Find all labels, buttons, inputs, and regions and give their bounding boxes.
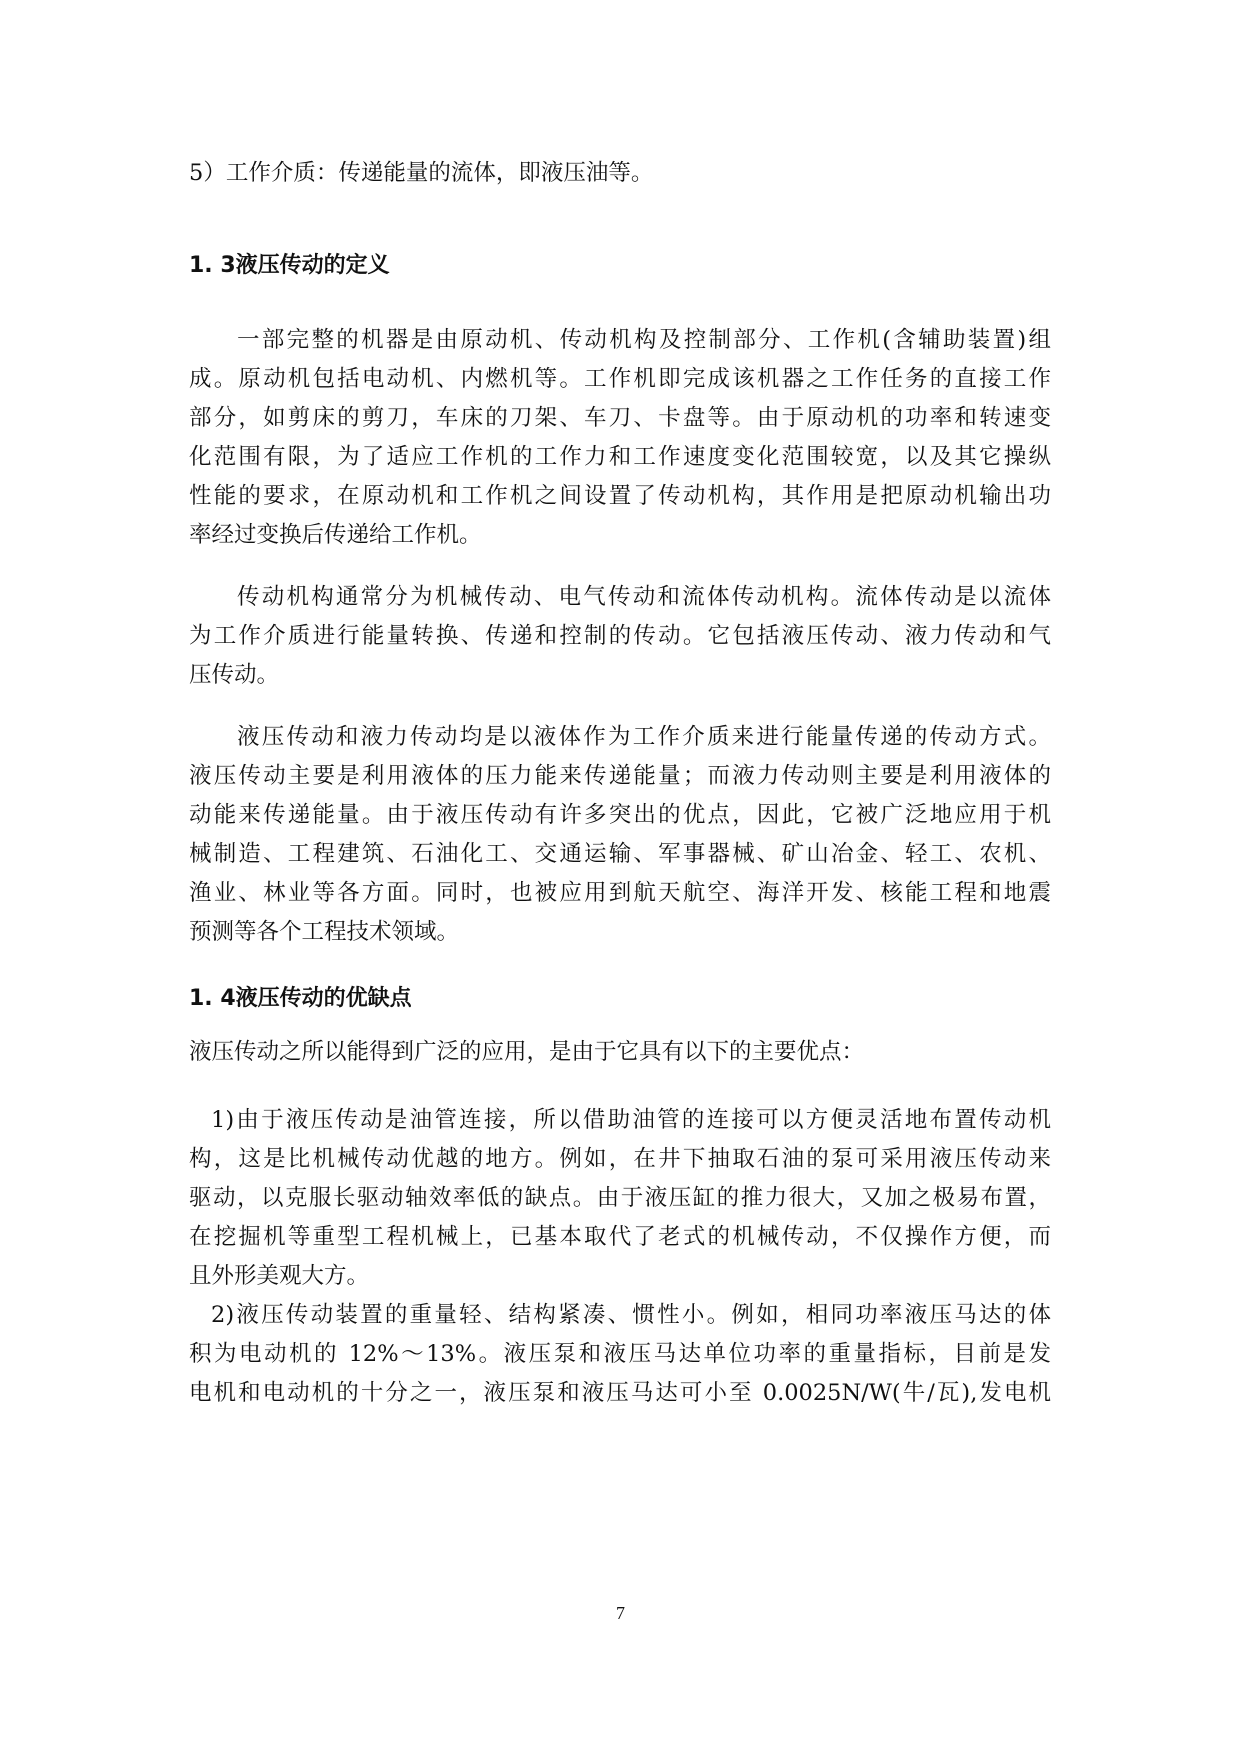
section-heading-1-3: 1. 3液压传动的定义 <box>189 253 390 278</box>
paragraph-line: 成。原动机包括电动机、内燃机等。工作机即完成该机器之工作任务的直接工作 <box>189 366 1051 392</box>
paragraph-line: 为工作介质进行能量转换、传递和控制的传动。它包括液压传动、液力传动和气 <box>189 623 1051 649</box>
paragraph-line: 渔业、林业等各方面。同时，也被应用到航天航空、海洋开发、核能工程和地震 <box>189 880 1051 906</box>
paragraph-line: 化范围有限，为了适应工作机的工作力和工作速度变化范围较宽，以及其它操纵 <box>189 444 1051 470</box>
advantage-1-line: 且外形美观大方。 <box>189 1263 370 1289</box>
paragraph-line: 动能来传递能量。由于液压传动有许多突出的优点，因此，它被广泛地应用于机 <box>189 802 1051 828</box>
advantage-2-line: 2)液压传动装置的重量轻、结构紧凑、惯性小。例如，相同功率液压马达的体 <box>211 1302 1051 1328</box>
page-number: 7 <box>616 1603 625 1623</box>
paragraph-line: 液压传动和液力传动均是以液体作为工作介质来进行能量传递的传动方式。 <box>237 724 1051 750</box>
advantage-2-line: 电机和电动机的十分之一，液压泵和液压马达可小至 0.0025N/W(牛/瓦),发电机 <box>189 1380 1051 1406</box>
paragraph-line: 传动机构通常分为机械传动、电气传动和流体传动机构。流体传动是以流体 <box>237 584 1051 610</box>
paragraph-line: 液压传动主要是利用液体的压力能来传递能量；而液力传动则主要是利用液体的 <box>189 763 1051 789</box>
advantage-1-line: 在挖掘机等重型工程机械上，已基本取代了老式的机械传动，不仅操作方便，而 <box>189 1224 1051 1250</box>
paragraph-line: 预测等各个工程技术领域。 <box>189 919 460 945</box>
advantage-1-line: 构，这是比机械传动优越的地方。例如，在井下抽取石油的泵可采用液压传动来 <box>189 1146 1051 1172</box>
work-medium-item: 5）工作介质：传递能量的流体，即液压油等。 <box>189 160 654 186</box>
section-heading-1-4: 1. 4液压传动的优缺点 <box>189 986 412 1011</box>
paragraph-line: 一部完整的机器是由原动机、传动机构及控制部分、工作机(含辅助装置)组 <box>237 327 1051 353</box>
paragraph-line: 压传动。 <box>189 662 280 688</box>
advantage-2-line: 积为电动机的 12%～13%。液压泵和液压马达单位功率的重量指标，目前是发 <box>189 1341 1051 1367</box>
paragraph-line: 械制造、工程建筑、石油化工、交通运输、军事器械、矿山冶金、轻工、农机、 <box>189 841 1051 867</box>
advantage-1-line: 1)由于液压传动是油管连接，所以借助油管的连接可以方便灵活地布置传动机 <box>211 1107 1051 1133</box>
paragraph-line: 率经过变换后传递给工作机。 <box>189 522 482 548</box>
paragraph-line: 部分，如剪床的剪刀，车床的刀架、车刀、卡盘等。由于原动机的功率和转速变 <box>189 405 1051 431</box>
advantages-intro: 液压传动之所以能得到广泛的应用，是由于它具有以下的主要优点： <box>189 1039 865 1065</box>
advantage-1-line: 驱动，以克服长驱动轴效率低的缺点。由于液压缸的推力很大，又加之极易布置， <box>189 1185 1051 1211</box>
paragraph-line: 性能的要求，在原动机和工作机之间设置了传动机构，其作用是把原动机输出功 <box>189 483 1051 509</box>
